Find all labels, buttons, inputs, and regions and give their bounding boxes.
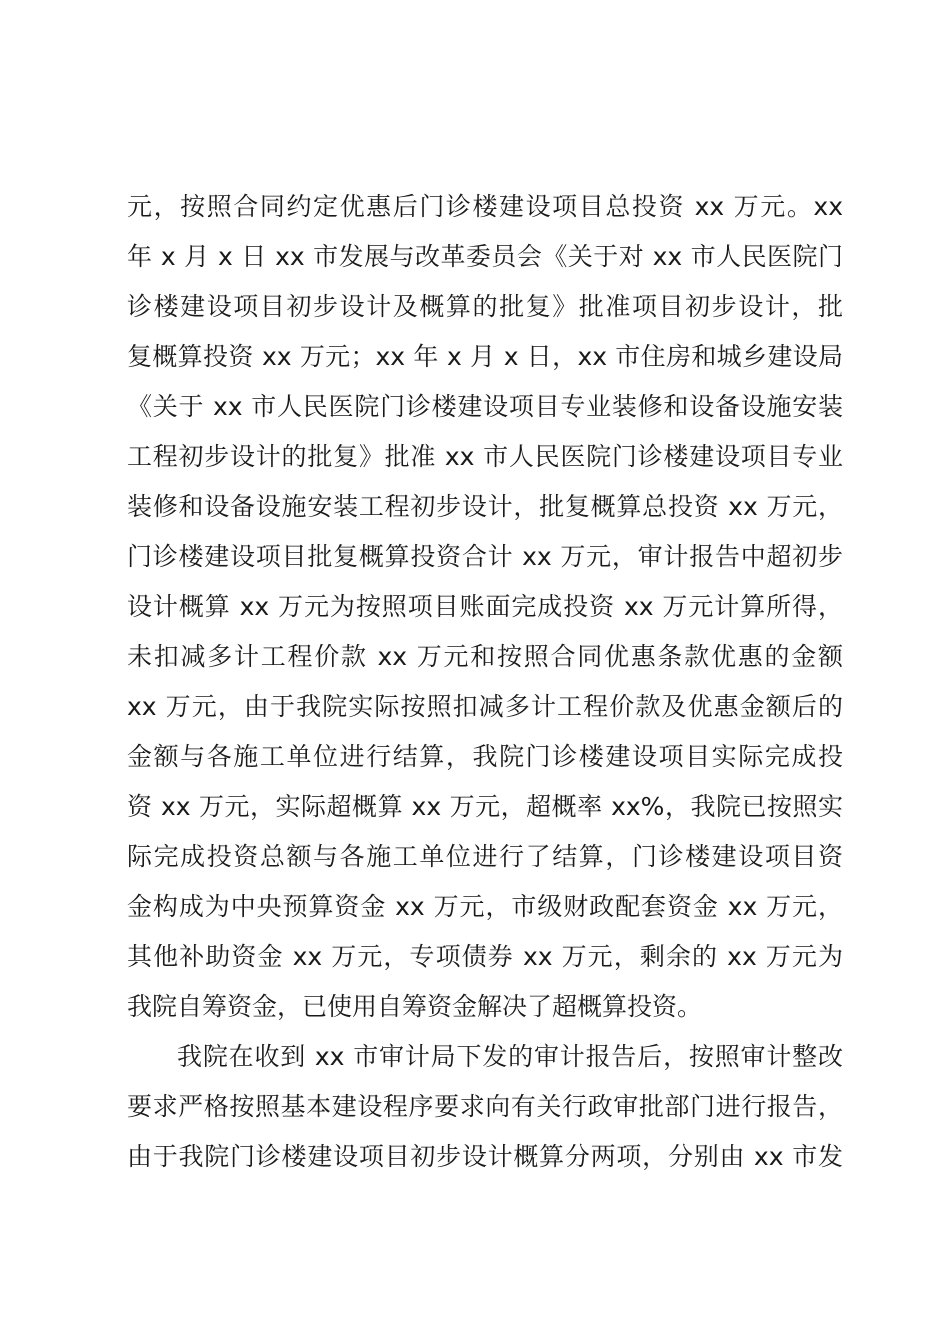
document-body — [127, 182, 843, 1182]
text-line: xx 万元，由于我院实际按照扣减多计工程价款及优惠金额后的 — [127, 692, 843, 721]
text-line: 元，按照合同约定优惠后门诊楼建设项目总投资 xx 万元。xx — [127, 192, 843, 221]
text-line: 工程初步设计的批复》批准 xx 市人民医院门诊楼建设项目专业 — [127, 442, 843, 471]
text-line: 我院自筹资金，已使用自筹资金解决了超概算投资。 — [127, 992, 703, 1021]
text-line: 金额与各施工单位进行结算，我院门诊楼建设项目实际完成投 — [127, 742, 843, 771]
text-line: 未扣减多计工程价款 xx 万元和按照合同优惠条款优惠的金额 — [127, 642, 843, 671]
text-line: 由于我院门诊楼建设项目初步设计概算分两项，分别由 xx 市发 — [127, 1142, 843, 1171]
text-line: 诊楼建设项目初步设计及概算的批复》批准项目初步设计，批 — [127, 292, 843, 321]
text-line: 资 xx 万元，实际超概算 xx 万元，超概率 xx%，我院已按照实 — [127, 792, 843, 821]
text-line: 其他补助资金 xx 万元，专项债券 xx 万元，剩余的 xx 万元为 — [127, 942, 843, 971]
text-line: 年 x 月 x 日 xx 市发展与改革委员会《关于对 xx 市人民医院门 — [127, 242, 843, 271]
text-line: 际完成投资总额与各施工单位进行了结算，门诊楼建设项目资 — [127, 842, 843, 871]
text-line: 要求严格按照基本建设程序要求向有关行政审批部门进行报告， — [127, 1092, 843, 1121]
text-line: 门诊楼建设项目批复概算投资合计 xx 万元，审计报告中超初步 — [127, 542, 843, 571]
paragraph-1 — [127, 182, 843, 1032]
text-line-indented: 我院在收到 xx 市审计局下发的审计报告后，按照审计整改 — [177, 1042, 843, 1071]
text-line: 《关于 xx 市人民医院门诊楼建设项目专业装修和设备设施安装 — [127, 392, 843, 421]
paragraph-2 — [127, 1032, 843, 1182]
text-line: 复概算投资 xx 万元；xx 年 x 月 x 日，xx 市住房和城乡建设局 — [127, 342, 843, 371]
text-line: 金构成为中央预算资金 xx 万元，市级财政配套资金 xx 万元， — [127, 892, 843, 921]
text-line: 装修和设备设施安装工程初步设计，批复概算总投资 xx 万元， — [127, 492, 843, 521]
text-line: 设计概算 xx 万元为按照项目账面完成投资 xx 万元计算所得， — [127, 592, 843, 621]
